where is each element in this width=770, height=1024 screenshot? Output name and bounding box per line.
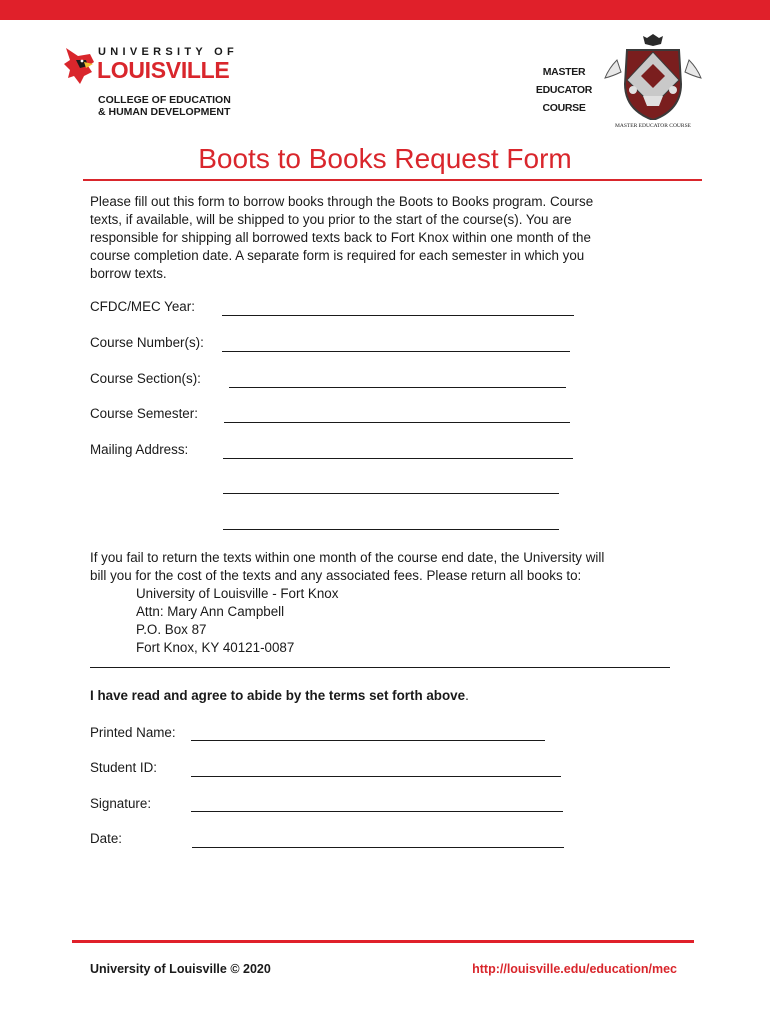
address-line: Fort Knox, KY 40121-0087 (136, 640, 295, 655)
agreement-statement (90, 688, 469, 703)
intro-line: texts, if available, will be shipped to you prior to the start of the course(s). You are (90, 212, 572, 227)
mailing-address-field-line-2[interactable] (223, 493, 559, 494)
mailing-address-label: Mailing Address: (90, 442, 189, 457)
cardinal-logo-icon (62, 46, 96, 86)
university-big-text: LOUISVILLE (97, 57, 230, 83)
return-address (136, 585, 338, 657)
page-title: Boots to Books Request Form (198, 143, 572, 174)
master-educator-crest-icon (603, 34, 703, 132)
intro-paragraph (90, 193, 690, 283)
university-small-text: UNIVERSITY OF (98, 46, 239, 58)
signature-field[interactable] (191, 811, 563, 812)
course-sections-field[interactable] (229, 387, 566, 388)
crest-caption: MASTER EDUCATOR COURSE (615, 123, 691, 129)
intro-line: responsible for shipping all borrowed texts back to Fort Knox within one month of the (90, 230, 591, 245)
student-id-label: Student ID: (90, 760, 157, 775)
college-name (98, 94, 231, 118)
mec-label (528, 63, 600, 117)
college-line-1: COLLEGE OF EDUCATION (98, 94, 231, 106)
mailing-address-field-line-1[interactable] (223, 458, 573, 459)
intro-line: Please fill out this form to borrow books through the Boots to Books program. Course (90, 194, 594, 209)
intro-line: course completion date. A separate form is required for each semester in which you (90, 248, 585, 263)
cfdc-mec-year-label: CFDC/MEC Year: (90, 299, 195, 314)
section-divider (90, 667, 670, 668)
printed-name-field[interactable] (191, 740, 545, 741)
intro-line: borrow texts. (90, 266, 167, 281)
cfdc-mec-year-field[interactable] (222, 315, 574, 316)
mec-line-3: COURSE (542, 102, 586, 114)
notice-line: If you fail to return the texts within one month of the course end date, the University will (90, 550, 605, 565)
mec-line-2: EDUCATOR (535, 84, 593, 96)
footer-rule (72, 940, 694, 943)
mailing-address-field-line-3[interactable] (223, 529, 559, 530)
course-semester-label: Course Semester: (90, 406, 198, 421)
footer-url-link[interactable]: http://louisville.edu/education/mec (472, 962, 677, 976)
agreement-text: I have read and agree to abide by the terms set forth above (90, 688, 466, 703)
top-red-bar (0, 0, 770, 20)
date-label: Date: (90, 831, 123, 846)
mec-line-1: MASTER (542, 66, 586, 78)
footer-copyright: University of Louisville © 2020 (90, 962, 271, 976)
student-id-field[interactable] (191, 776, 561, 777)
signature-label: Signature: (90, 796, 152, 811)
date-field[interactable] (192, 847, 564, 848)
address-line: University of Louisville - Fort Knox (136, 586, 339, 601)
college-line-2: & HUMAN DEVELOPMENT (98, 106, 231, 118)
course-sections-label: Course Section(s): (90, 371, 201, 386)
agreement-period: . (465, 688, 469, 703)
course-numbers-field[interactable] (222, 351, 570, 352)
title-rule (83, 179, 702, 181)
course-semester-field[interactable] (224, 422, 570, 423)
address-line: Attn: Mary Ann Campbell (136, 604, 285, 619)
return-notice (90, 549, 700, 585)
notice-line: bill you for the cost of the texts and any associated fees. Please return all books to: (90, 568, 582, 583)
course-numbers-label: Course Number(s): (90, 335, 204, 350)
address-line: P.O. Box 87 (136, 622, 207, 637)
printed-name-label: Printed Name: (90, 725, 176, 740)
